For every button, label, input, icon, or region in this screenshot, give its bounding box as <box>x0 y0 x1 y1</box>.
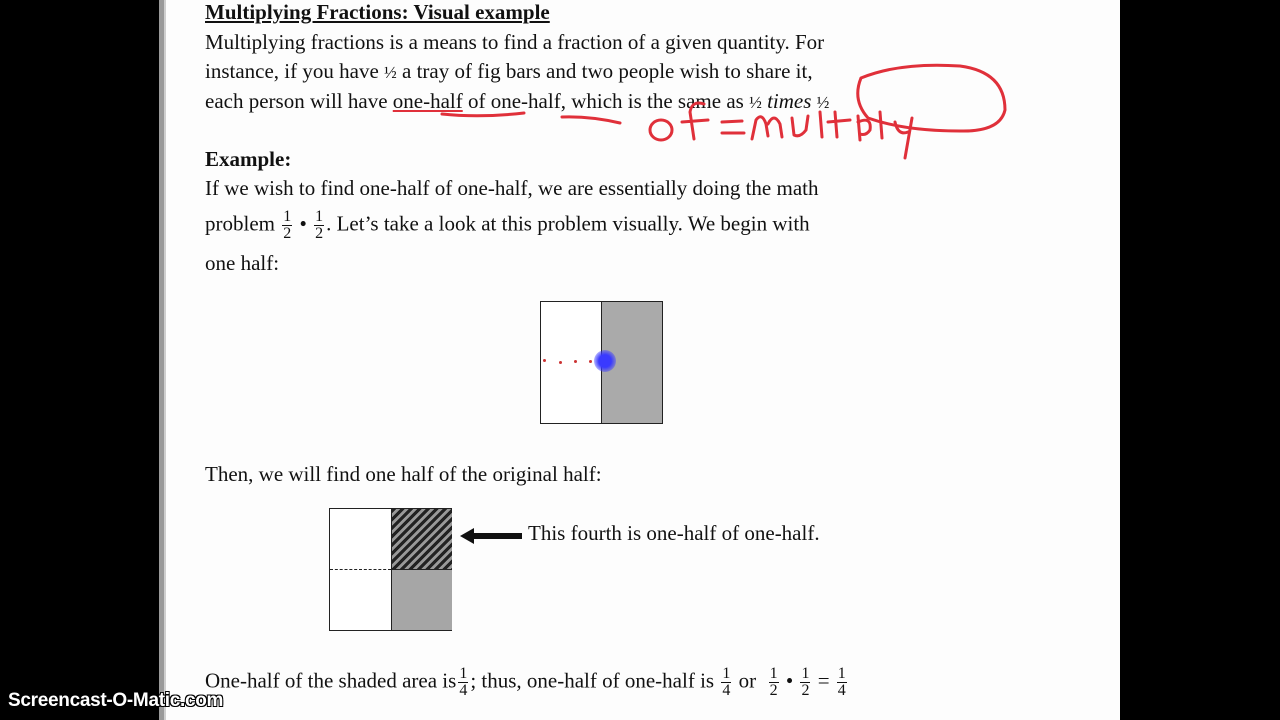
intro-paragraph <box>205 28 829 117</box>
fraction-one-half: $\frac{1}{2}$ <box>315 208 324 242</box>
dashed-divider <box>330 569 391 570</box>
shaded-quarter <box>391 570 452 630</box>
left-arrow-icon <box>460 527 522 545</box>
hatched-quarter <box>391 509 452 570</box>
quarter-diagram <box>329 508 452 631</box>
fraction-one-half: $\frac{1}{2}$ <box>283 208 292 242</box>
conclusion-line: One-half of the shaded area is $\frac{1}{4}$ ; thus, one-half of one-half is $\frac{1}{4}$ or $\frac{1}{2}$ • $\frac{1}{2}$ = $\frac{1}{4}$ <box>205 665 846 699</box>
intro-line-2: instance, if you have ½ a tray of fig bars and two people wish to share it, <box>205 59 813 83</box>
example-line-3: one half: <box>205 251 280 275</box>
watermark: Screencast-O-Matic.com <box>8 690 224 711</box>
mouse-cursor-highlight <box>594 350 616 372</box>
example-heading: Example: <box>205 147 292 171</box>
arrow-caption: This fourth is one-half of one-half. <box>528 521 820 545</box>
example-line-1: If we wish to find one-half of one-half, we are essentially doing the math <box>205 176 819 200</box>
page-left-border-inner <box>164 0 166 720</box>
intro-line-1: Multiplying fractions is a means to find a fraction of a given quantity. For <box>205 30 825 54</box>
example-paragraph <box>205 174 818 278</box>
then-text: Then, we will find one half of the original half: <box>205 462 602 486</box>
intro-line-3: each person will have one-half of one-half, which is the same as ½ times ½ <box>205 89 830 113</box>
pointer-trail-dot <box>574 360 577 363</box>
pointer-trail-dot <box>589 360 592 363</box>
example-line-2: problem $\frac{1}{2}$ • $\frac{1}{2}$ . Let’s take a look at this problem visually. We begin with <box>205 208 810 242</box>
pointer-trail-dot <box>543 359 546 362</box>
pointer-trail-dot <box>559 361 562 364</box>
underlined-one-half: one-half <box>392 89 463 113</box>
document-title: Multiplying Fractions: Visual example <box>205 0 550 24</box>
